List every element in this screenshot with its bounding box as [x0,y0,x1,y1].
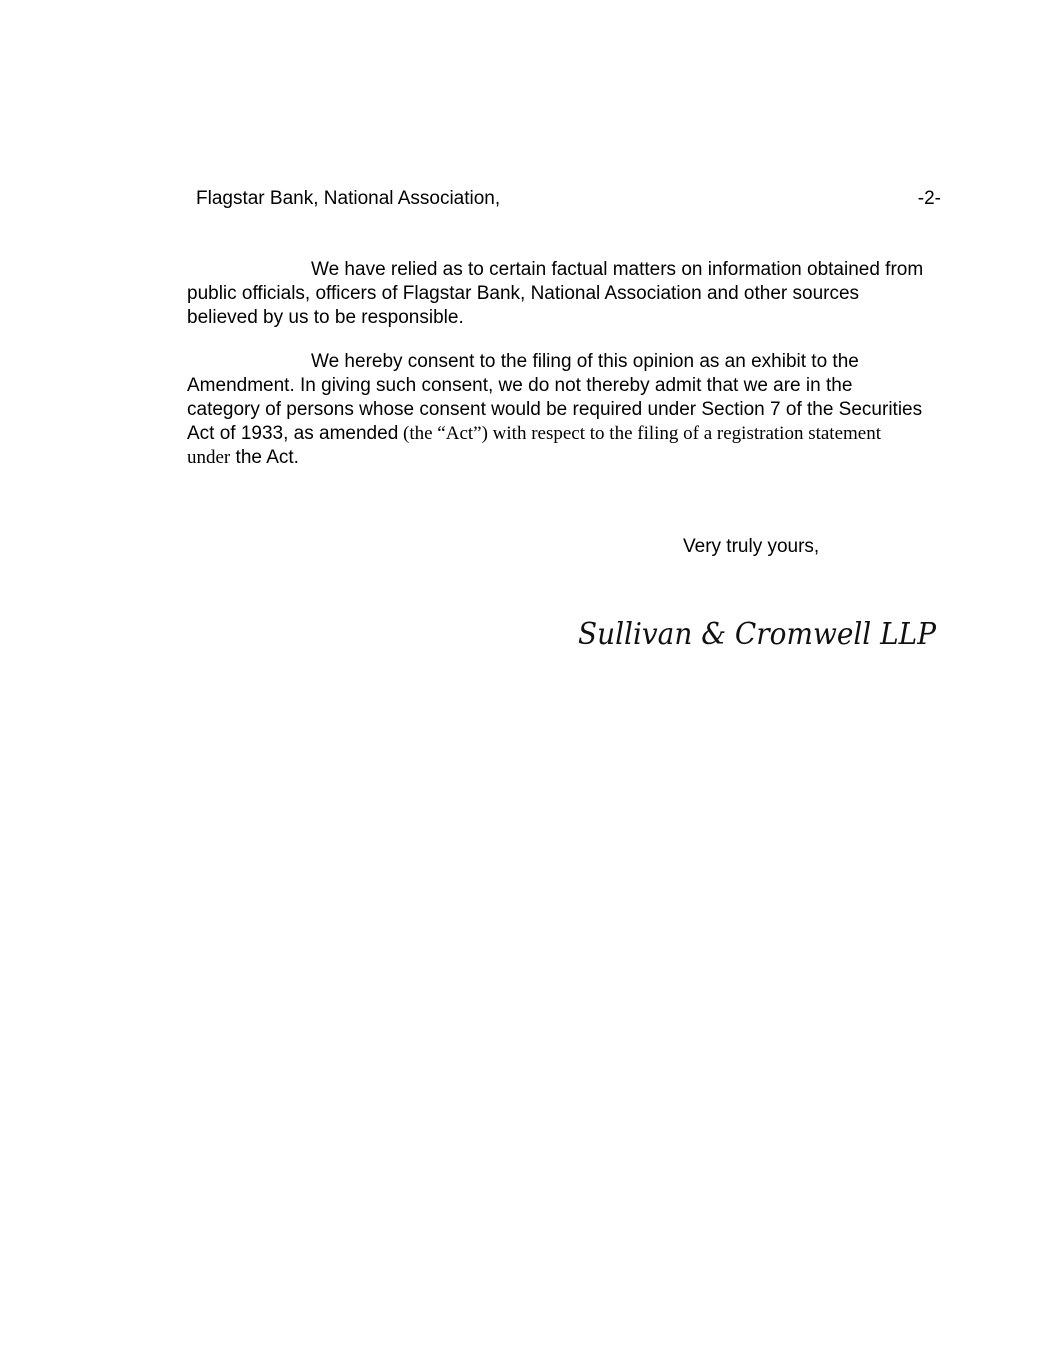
page-number: -2- [917,188,941,209]
paragraph-reliance-text: We have relied as to certain factual matters on information obtained from public officials, officers of Flagstar Bank, National Association and other sources believed by us to be responsible. [187,259,924,328]
addressee-header: Flagstar Bank, National Association, [196,188,501,209]
paragraph-consent-text-2: (the “Act”) with respect to the filing of a registration statement under [187,423,882,468]
paragraph-reliance [187,258,927,330]
handwritten-signature [576,610,940,660]
signature-text: Sullivan & Cromwell LLP [578,617,937,652]
closing-salutation: Very truly yours, [683,536,820,557]
paragraph-consent [187,350,927,470]
paragraph-consent-text-3: the Act. [230,447,299,468]
paragraph-consent-text-1: We hereby consent to the filing of this opinion as an exhibit to the Amendment. In giving such consent, we do not thereby admit that we are in the category of persons whose consent would be required under Section 7 of the Securities Act of 1933, as amended [187,351,923,444]
